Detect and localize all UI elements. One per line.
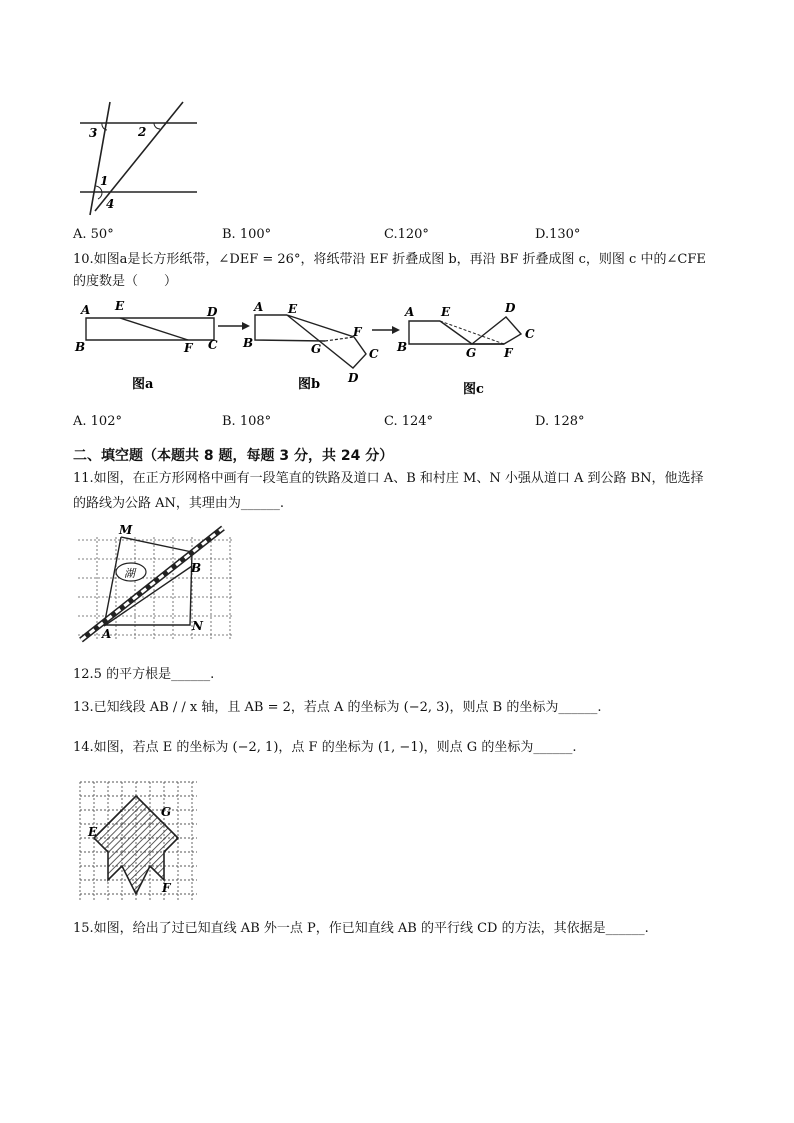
q11-label-N: N xyxy=(192,619,203,633)
fig-a-label-A: A xyxy=(81,303,91,317)
fig-a-label-E: E xyxy=(115,299,125,313)
label-2: 2 xyxy=(138,125,147,139)
q9-option-d[interactable]: D.130° xyxy=(535,227,581,242)
fig-c-label-D: D xyxy=(505,301,516,315)
arrow-a-to-b xyxy=(218,322,250,330)
arrow-b-to-c xyxy=(372,326,400,334)
fig-b-label-E: E xyxy=(288,302,298,316)
fig-a-caption: 图a xyxy=(132,377,154,392)
q10-stem-line1: 10.如图a是长方形纸带，∠DEF = 26°，将纸带沿 EF 折叠成图 b，再沿 BF 折叠成图 c，则图 c 中的∠CFE xyxy=(73,252,706,267)
lake-label: 湖 xyxy=(124,567,135,580)
fig-c-label-B: B xyxy=(397,340,408,354)
fig-a-label-B: B xyxy=(75,340,86,354)
label-3: 3 xyxy=(89,126,98,140)
fig-a-label-C: C xyxy=(208,338,218,352)
fig-c-caption: 图c xyxy=(463,382,484,397)
fig-a-label-F: F xyxy=(184,341,193,355)
q11-railway-grid-figure xyxy=(75,522,240,647)
q14-label-E: E xyxy=(88,825,98,839)
q9-option-c[interactable]: C.120° xyxy=(384,227,429,242)
fig-b-label-B: B xyxy=(243,336,254,350)
fig-b-label-F: F xyxy=(353,325,362,339)
fig-b-label-C: C xyxy=(369,347,379,361)
angle-2-arc xyxy=(154,123,160,129)
fig-a-label-D: D xyxy=(207,305,218,319)
fig-c-label-A: A xyxy=(405,305,415,319)
q11-label-B: B xyxy=(191,561,202,575)
q15-stem: 15.如图，给出了过已知直线 AB 外一点 P，作已知直线 AB 的平行线 CD 的方法，其依据是______. xyxy=(73,921,649,936)
fig-b-label-G: G xyxy=(311,342,322,356)
q14-label-F: F xyxy=(162,881,171,895)
q10-stem-line2: 的度数是（ ） xyxy=(73,274,178,289)
fig-b-label-A: A xyxy=(254,300,264,314)
q9-option-a[interactable]: A. 50° xyxy=(73,227,114,242)
fig-c-label-C: C xyxy=(525,327,535,341)
figure-b xyxy=(242,300,379,392)
oblique-transversal xyxy=(95,102,183,211)
q11-stem-line1: 11.如图，在正方形网格中画有一段笔直的铁路及道口 A、B 和村庄 M、N 小强从道口 A 到公路 BN，他选择 xyxy=(73,471,704,486)
fig-c-label-E: E xyxy=(441,305,451,319)
q11-stem-line2: 的路线为公路 AN，其理由为______. xyxy=(73,496,285,511)
section-heading-fill-in: 二、填空题（本题共 8 题，每题 3 分，共 24 分） xyxy=(73,448,394,464)
q14-label-G: G xyxy=(161,805,172,819)
q14-stem: 14.如图，若点 E 的坐标为 (−2, 1)，点 F 的坐标为 (1, −1)，则点 G 的坐标为______. xyxy=(73,740,577,755)
q14-leaf-grid-figure xyxy=(76,778,201,905)
angle-4-arc xyxy=(98,192,102,199)
q10-option-a[interactable]: A. 102° xyxy=(73,414,122,429)
q10-option-d[interactable]: D. 128° xyxy=(535,414,585,429)
label-1: 1 xyxy=(100,174,109,188)
fig-c-label-G: G xyxy=(466,346,477,360)
fig-b-caption: 图b xyxy=(298,377,321,392)
q10-folding-figures xyxy=(70,296,550,401)
q9-option-b[interactable]: B. 100° xyxy=(222,227,272,242)
q13-stem: 13.已知线段 AB / / x 轴，且 AB = 2，若点 A 的坐标为 (−2, 3)，则点 B 的坐标为______. xyxy=(73,700,602,715)
q9-angle-figure xyxy=(75,95,205,220)
figure-a xyxy=(74,299,218,392)
label-4: 4 xyxy=(106,197,115,211)
q12-stem: 12.5 的平方根是______. xyxy=(73,667,215,682)
q10-option-c[interactable]: C. 124° xyxy=(384,414,434,429)
fig-c-label-F: F xyxy=(504,346,513,360)
q10-option-b[interactable]: B. 108° xyxy=(222,414,272,429)
q11-label-M: M xyxy=(119,523,133,537)
q11-label-A: A xyxy=(102,627,112,641)
fig-b-label-D: D xyxy=(348,371,359,385)
figure-c xyxy=(396,301,535,397)
